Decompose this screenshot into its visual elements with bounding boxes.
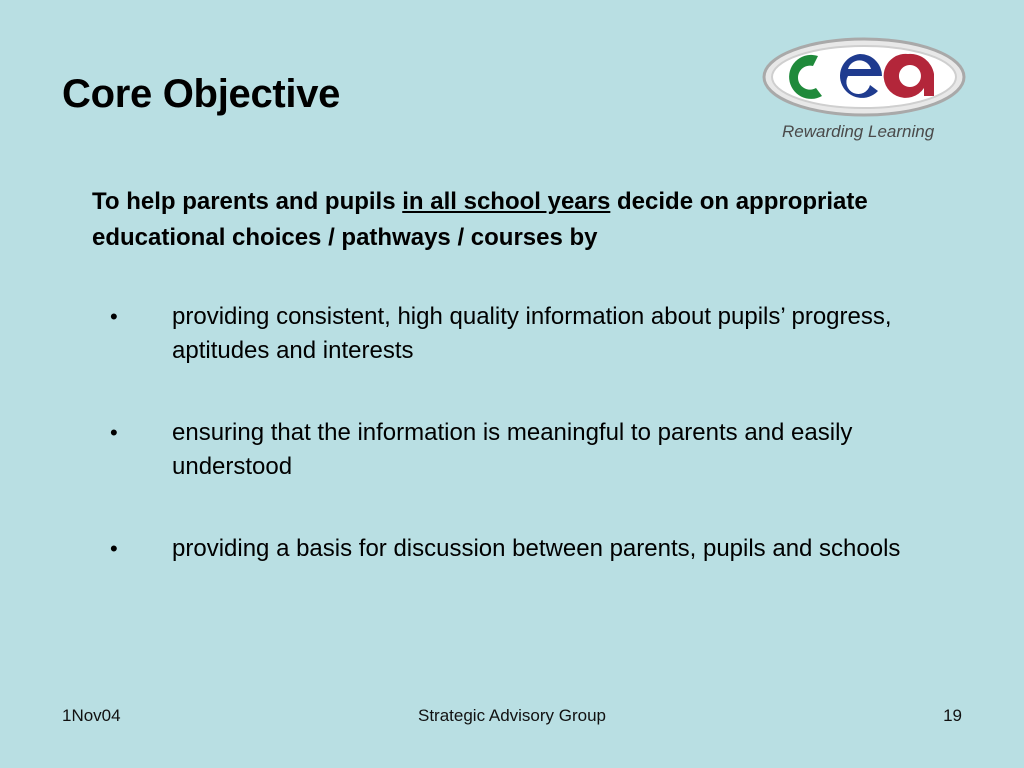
slide-title: Core Objective	[62, 72, 341, 116]
logo-tagline: Rewarding Learning	[782, 122, 935, 141]
cea-logo-graphic	[760, 36, 970, 126]
intro-text	[92, 184, 912, 256]
bullet-list	[110, 300, 950, 614]
bullet-text: providing consistent, high quality information about pupils’ progress, aptitudes and interests	[172, 303, 892, 364]
bullet-dot: •	[110, 304, 118, 329]
bullet-item	[110, 532, 950, 566]
intro-underlined: in all school years	[402, 188, 611, 215]
intro-part-2: decide on appropriate educational choices / pathways / courses by	[92, 188, 868, 251]
bullet-text: providing a basis for discussion between parents, pupils and schools	[172, 535, 901, 562]
footer-date: 1Nov04	[62, 706, 121, 725]
bullet-text: ensuring that the information is meaningful to parents and easily understood	[172, 419, 853, 480]
bullet-item	[110, 300, 950, 368]
bullet-dot: •	[110, 536, 118, 561]
page-number: 19	[943, 706, 962, 725]
footer-title: Strategic Advisory Group	[417, 706, 607, 725]
bullet-item	[110, 416, 950, 484]
bullet-dot: •	[110, 420, 118, 445]
intro-part-1: To help parents and pupils	[92, 188, 403, 215]
